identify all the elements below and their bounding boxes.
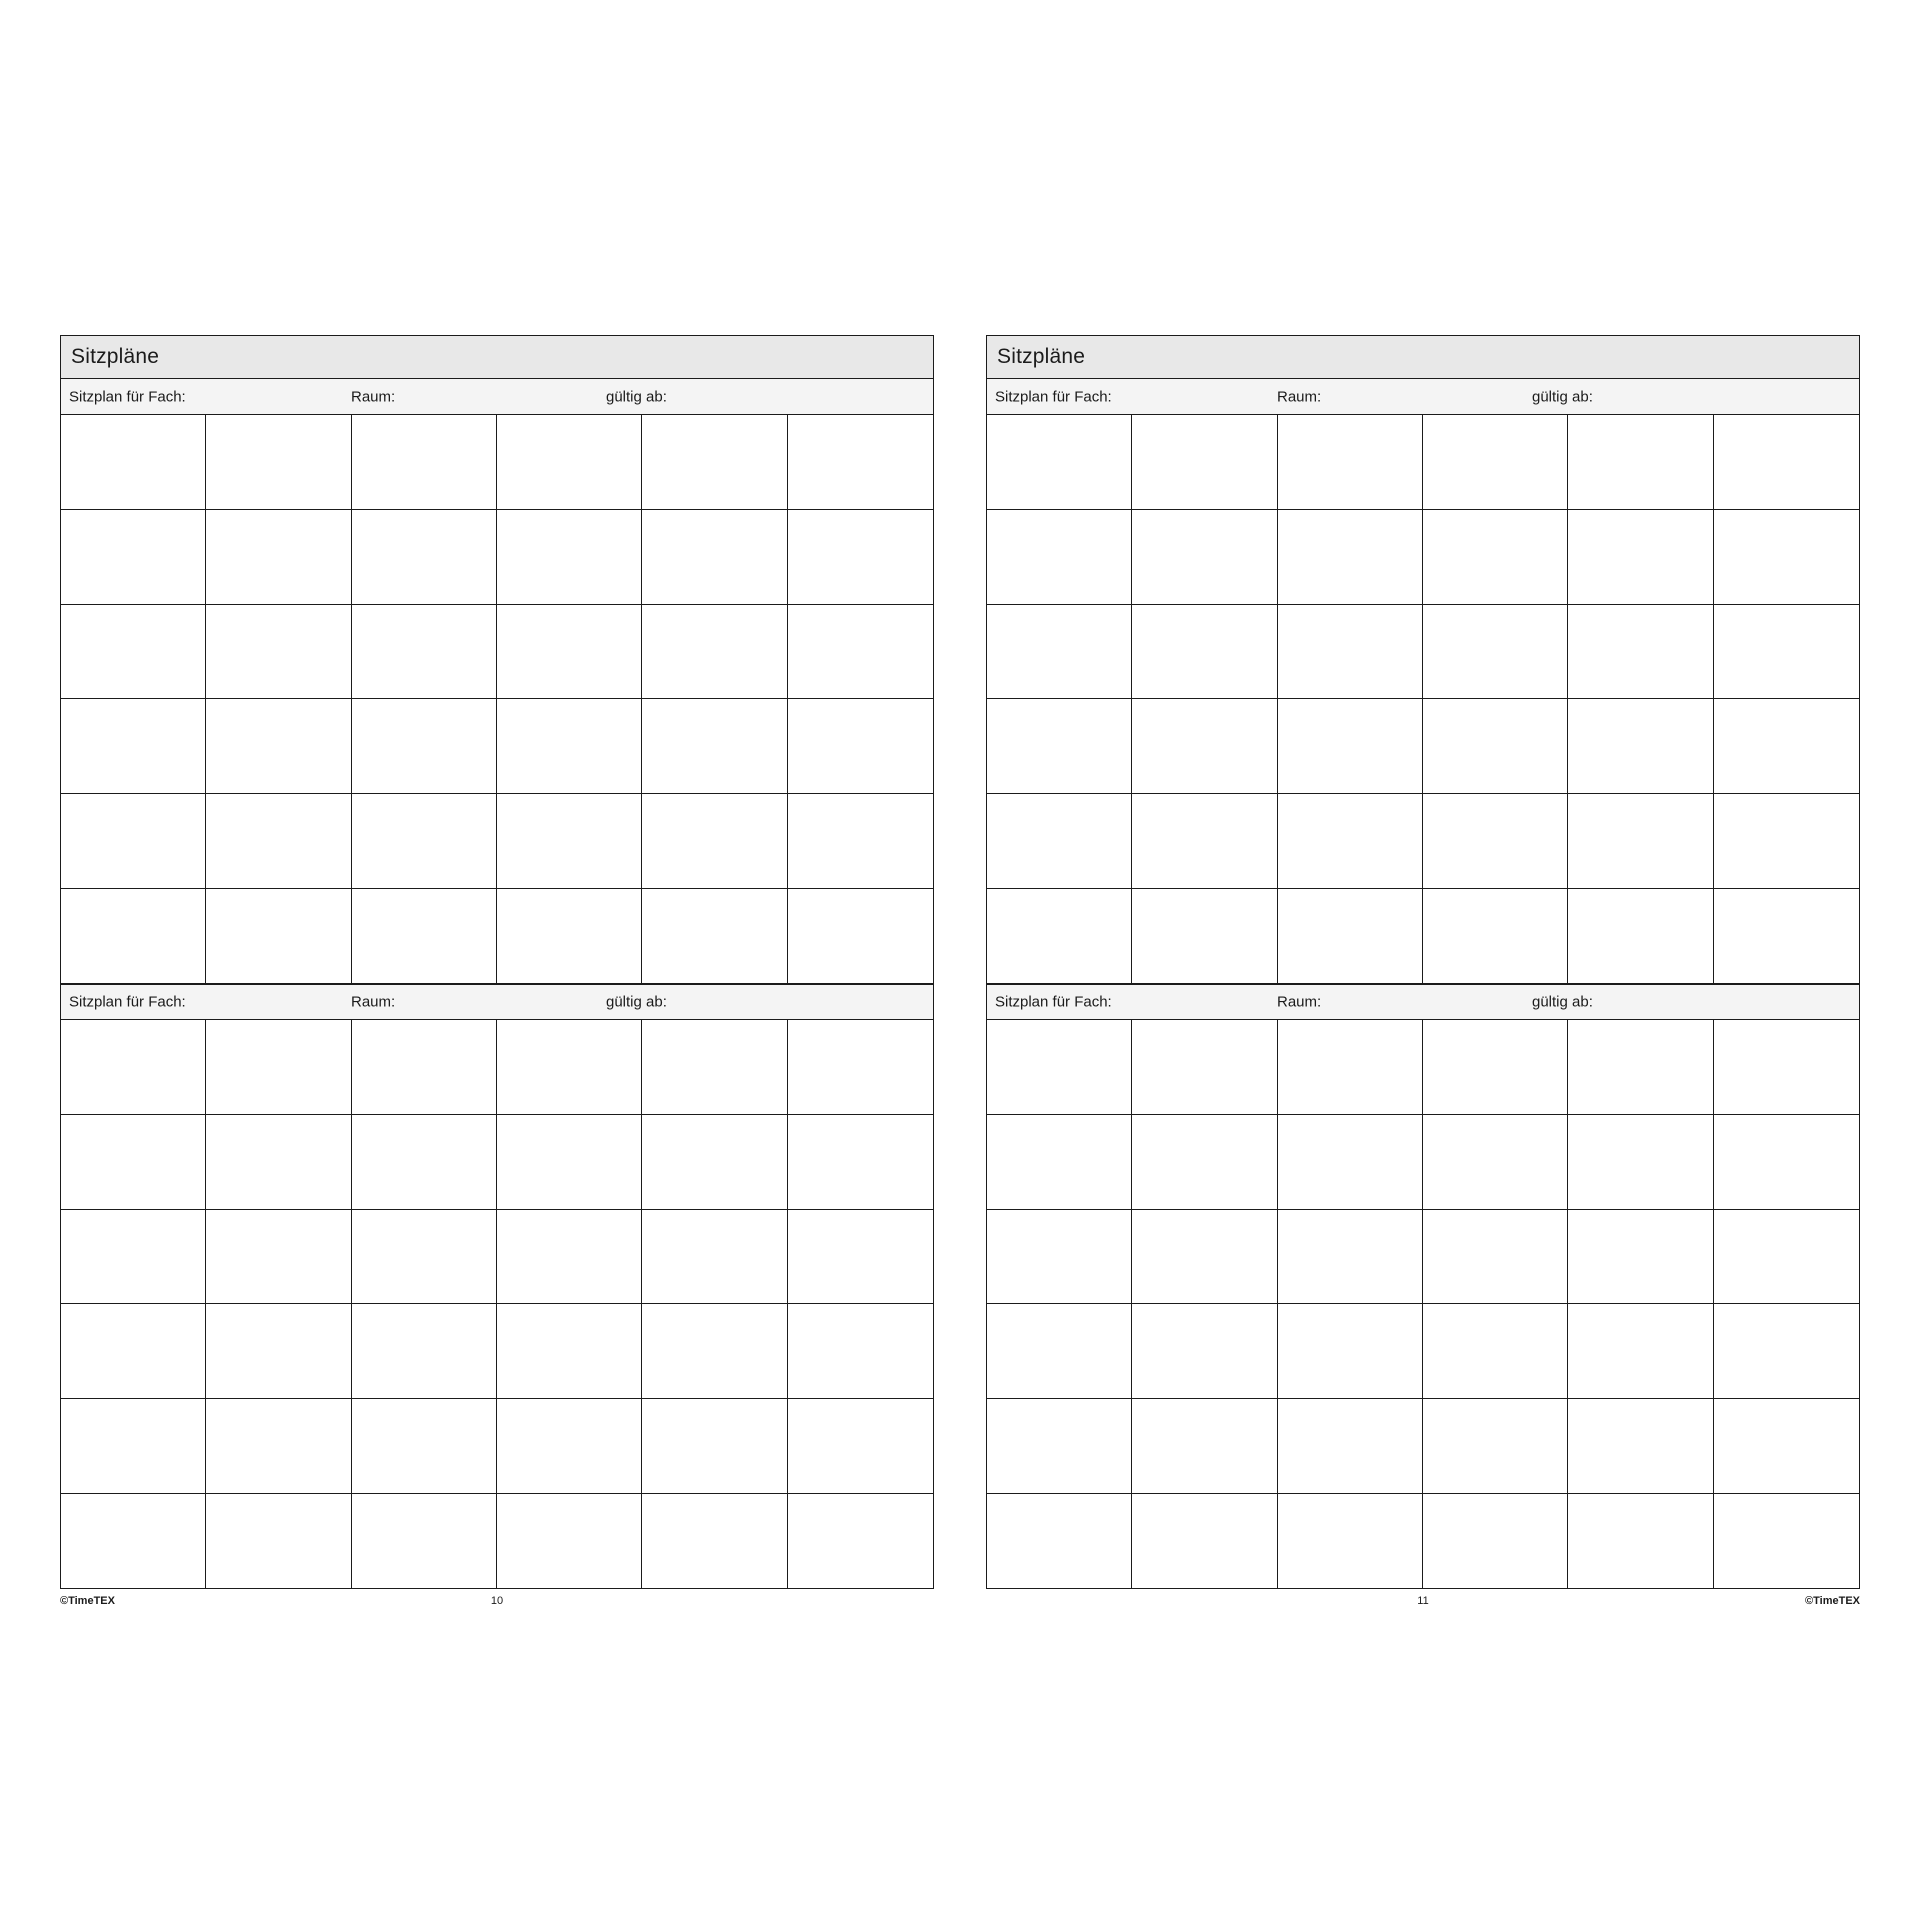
seat-cell[interactable] xyxy=(788,699,933,794)
seat-cell[interactable] xyxy=(642,699,787,794)
seat-cell[interactable] xyxy=(61,1399,206,1494)
seat-cell[interactable] xyxy=(1278,1115,1423,1210)
page-title: Sitzpläne xyxy=(997,345,1086,368)
subject-field-label[interactable]: Sitzplan für Fach: xyxy=(69,993,186,1011)
seating-block-2-field-row xyxy=(986,984,1860,1020)
seat-cell[interactable] xyxy=(61,699,206,794)
seat-cell[interactable] xyxy=(1714,1020,1859,1115)
seating-block-2 xyxy=(60,984,934,1589)
seat-cell[interactable] xyxy=(1423,1399,1568,1494)
seat-cell[interactable] xyxy=(1568,1494,1713,1588)
seat-cell[interactable] xyxy=(1714,1494,1859,1588)
page-title-bar xyxy=(986,335,1860,379)
room-field-label[interactable]: Raum: xyxy=(351,388,396,405)
subject-field-label[interactable]: Sitzplan für Fach: xyxy=(995,388,1112,405)
seat-cell[interactable] xyxy=(1568,605,1713,700)
seat-cell[interactable] xyxy=(1423,1210,1568,1305)
seat-cell[interactable] xyxy=(1714,1210,1859,1305)
seat-cell[interactable] xyxy=(61,889,206,983)
seat-cell[interactable] xyxy=(1568,415,1713,510)
seat-cell[interactable] xyxy=(1278,1494,1423,1588)
seat-cell[interactable] xyxy=(987,1304,1132,1399)
seat-cell[interactable] xyxy=(1132,1494,1277,1588)
seat-cell[interactable] xyxy=(1423,1115,1568,1210)
valid-from-field-label[interactable]: gültig ab: xyxy=(1532,993,1593,1011)
seat-cell[interactable] xyxy=(206,415,351,510)
seat-cell[interactable] xyxy=(987,1020,1132,1115)
seat-cell[interactable] xyxy=(1568,889,1713,983)
seat-cell[interactable] xyxy=(1132,510,1277,605)
page-title: Sitzpläne xyxy=(71,345,160,368)
seat-cell[interactable] xyxy=(788,415,933,510)
seat-cell[interactable] xyxy=(1568,1210,1713,1305)
subject-field-label[interactable]: Sitzplan für Fach: xyxy=(995,993,1112,1011)
seat-cell[interactable] xyxy=(206,1115,351,1210)
seat-cell[interactable] xyxy=(497,1115,642,1210)
seat-cell[interactable] xyxy=(497,605,642,700)
seat-cell[interactable] xyxy=(1423,510,1568,605)
seat-cell[interactable] xyxy=(1714,510,1859,605)
seat-cell[interactable] xyxy=(1278,510,1423,605)
seat-cell[interactable] xyxy=(1132,699,1277,794)
seat-cell[interactable] xyxy=(1714,605,1859,700)
seat-cell[interactable] xyxy=(352,510,497,605)
seat-cell[interactable] xyxy=(352,1494,497,1588)
seat-cell[interactable] xyxy=(987,510,1132,605)
room-field-label[interactable]: Raum: xyxy=(1277,388,1322,405)
seat-cell[interactable] xyxy=(1568,1399,1713,1494)
seat-cell[interactable] xyxy=(61,510,206,605)
seat-cell[interactable] xyxy=(987,1115,1132,1210)
seat-cell[interactable] xyxy=(642,1304,787,1399)
valid-from-field-label[interactable]: gültig ab: xyxy=(1532,388,1593,405)
page-number: 11 xyxy=(1417,1595,1429,1607)
seating-grid xyxy=(986,1020,1860,1589)
seat-cell[interactable] xyxy=(206,1304,351,1399)
seat-cell[interactable] xyxy=(1423,1494,1568,1588)
seat-cell[interactable] xyxy=(788,1115,933,1210)
page-footer-right xyxy=(986,1589,1860,1615)
seat-cell[interactable] xyxy=(1423,889,1568,983)
seating-block-2-field-row xyxy=(60,984,934,1020)
seat-cell[interactable] xyxy=(1423,605,1568,700)
seat-cell[interactable] xyxy=(642,415,787,510)
seat-cell[interactable] xyxy=(1278,889,1423,983)
room-field-label[interactable]: Raum: xyxy=(1277,993,1322,1011)
seat-cell[interactable] xyxy=(1278,1210,1423,1305)
valid-from-field-label[interactable]: gültig ab: xyxy=(606,993,667,1011)
seat-cell[interactable] xyxy=(1714,1399,1859,1494)
seat-cell[interactable] xyxy=(1132,605,1277,700)
seat-cell[interactable] xyxy=(1714,699,1859,794)
seat-cell[interactable] xyxy=(1423,1304,1568,1399)
seating-block-1 xyxy=(986,379,1860,984)
seat-cell[interactable] xyxy=(352,1304,497,1399)
seat-cell[interactable] xyxy=(1423,415,1568,510)
seat-cell[interactable] xyxy=(61,415,206,510)
seat-cell[interactable] xyxy=(1132,1399,1277,1494)
seat-cell[interactable] xyxy=(1132,1115,1277,1210)
seat-cell[interactable] xyxy=(987,889,1132,983)
seat-cell[interactable] xyxy=(1278,794,1423,889)
seating-block-1 xyxy=(60,379,934,984)
seat-cell[interactable] xyxy=(1714,415,1859,510)
seat-cell[interactable] xyxy=(1714,794,1859,889)
seat-cell[interactable] xyxy=(788,1399,933,1494)
book-spread xyxy=(60,335,1860,1615)
seat-cell[interactable] xyxy=(497,699,642,794)
seat-cell[interactable] xyxy=(352,1399,497,1494)
seat-cell[interactable] xyxy=(497,1399,642,1494)
seat-cell[interactable] xyxy=(1568,1115,1713,1210)
seating-block-2 xyxy=(986,984,1860,1589)
seat-cell[interactable] xyxy=(61,1304,206,1399)
seat-cell[interactable] xyxy=(206,699,351,794)
seating-block-1-field-row xyxy=(986,379,1860,415)
seat-cell[interactable] xyxy=(352,415,497,510)
copyright-mark: ©TimeTEX xyxy=(60,1595,115,1607)
room-field-label[interactable]: Raum: xyxy=(351,993,396,1011)
seat-cell[interactable] xyxy=(1714,889,1859,983)
seat-cell[interactable] xyxy=(61,794,206,889)
seat-cell[interactable] xyxy=(642,794,787,889)
seat-cell[interactable] xyxy=(206,794,351,889)
seat-cell[interactable] xyxy=(497,1210,642,1305)
seat-cell[interactable] xyxy=(497,889,642,983)
seat-cell[interactable] xyxy=(206,510,351,605)
seat-cell[interactable] xyxy=(788,1020,933,1115)
page-title-bar xyxy=(60,335,934,379)
valid-from-field-label[interactable]: gültig ab: xyxy=(606,388,667,405)
seating-grid xyxy=(986,415,1860,984)
seat-cell[interactable] xyxy=(1278,415,1423,510)
seating-block-1-field-row xyxy=(60,379,934,415)
page-number: 10 xyxy=(490,1595,504,1607)
seat-cell[interactable] xyxy=(642,510,787,605)
page-footer-left xyxy=(60,1589,934,1615)
seat-cell[interactable] xyxy=(1132,794,1277,889)
seat-cell[interactable] xyxy=(1568,699,1713,794)
seat-cell[interactable] xyxy=(1568,1304,1713,1399)
seat-cell[interactable] xyxy=(206,1020,351,1115)
seat-cell[interactable] xyxy=(987,1210,1132,1305)
seat-cell[interactable] xyxy=(1278,1304,1423,1399)
seat-cell[interactable] xyxy=(497,1020,642,1115)
seat-cell[interactable] xyxy=(1423,1020,1568,1115)
seat-cell[interactable] xyxy=(788,605,933,700)
seat-cell[interactable] xyxy=(497,510,642,605)
seat-cell[interactable] xyxy=(788,1494,933,1588)
seat-cell[interactable] xyxy=(987,1494,1132,1588)
seat-cell[interactable] xyxy=(1714,1115,1859,1210)
seat-cell[interactable] xyxy=(642,1399,787,1494)
seat-cell[interactable] xyxy=(1278,605,1423,700)
seat-cell[interactable] xyxy=(206,1494,351,1588)
seat-cell[interactable] xyxy=(788,794,933,889)
seating-grid xyxy=(60,415,934,984)
seat-cell[interactable] xyxy=(206,889,351,983)
seat-cell[interactable] xyxy=(1278,1020,1423,1115)
seat-cell[interactable] xyxy=(1132,1210,1277,1305)
seat-cell[interactable] xyxy=(61,1020,206,1115)
seat-cell[interactable] xyxy=(61,1494,206,1588)
seat-cell[interactable] xyxy=(642,1494,787,1588)
seating-grid xyxy=(60,1020,934,1589)
seat-cell[interactable] xyxy=(788,1304,933,1399)
seat-cell[interactable] xyxy=(1423,699,1568,794)
seat-cell[interactable] xyxy=(1132,415,1277,510)
seat-cell[interactable] xyxy=(352,794,497,889)
seat-cell[interactable] xyxy=(61,605,206,700)
seat-cell[interactable] xyxy=(642,889,787,983)
seat-cell[interactable] xyxy=(642,1020,787,1115)
seat-cell[interactable] xyxy=(352,699,497,794)
seat-cell[interactable] xyxy=(642,1115,787,1210)
subject-field-label[interactable]: Sitzplan für Fach: xyxy=(69,388,186,405)
seat-cell[interactable] xyxy=(987,1399,1132,1494)
seat-cell[interactable] xyxy=(497,415,642,510)
seat-cell[interactable] xyxy=(206,605,351,700)
seat-cell[interactable] xyxy=(497,1304,642,1399)
seat-cell[interactable] xyxy=(1278,1399,1423,1494)
seat-cell[interactable] xyxy=(1132,1304,1277,1399)
seat-cell[interactable] xyxy=(352,605,497,700)
seat-cell[interactable] xyxy=(61,1115,206,1210)
seat-cell[interactable] xyxy=(987,605,1132,700)
seat-cell[interactable] xyxy=(788,1210,933,1305)
seat-cell[interactable] xyxy=(987,794,1132,889)
copyright-mark: ©TimeTEX xyxy=(1805,1595,1860,1607)
seat-cell[interactable] xyxy=(1132,1020,1277,1115)
seat-cell[interactable] xyxy=(1132,889,1277,983)
seat-cell[interactable] xyxy=(61,1210,206,1305)
seat-cell[interactable] xyxy=(352,1210,497,1305)
seat-cell[interactable] xyxy=(206,1399,351,1494)
seat-cell[interactable] xyxy=(1568,510,1713,605)
seat-cell[interactable] xyxy=(1568,1020,1713,1115)
seat-cell[interactable] xyxy=(987,699,1132,794)
seat-cell[interactable] xyxy=(497,794,642,889)
seat-cell[interactable] xyxy=(642,1210,787,1305)
seat-cell[interactable] xyxy=(788,510,933,605)
seat-cell[interactable] xyxy=(206,1210,351,1305)
seat-cell[interactable] xyxy=(1278,699,1423,794)
seat-cell[interactable] xyxy=(642,605,787,700)
seat-cell[interactable] xyxy=(352,889,497,983)
seat-cell[interactable] xyxy=(1568,794,1713,889)
seat-cell[interactable] xyxy=(788,889,933,983)
seat-cell[interactable] xyxy=(497,1494,642,1588)
seat-cell[interactable] xyxy=(987,415,1132,510)
seat-cell[interactable] xyxy=(352,1020,497,1115)
seat-cell[interactable] xyxy=(1423,794,1568,889)
seat-cell[interactable] xyxy=(352,1115,497,1210)
seat-cell[interactable] xyxy=(1714,1304,1859,1399)
page-right xyxy=(986,335,1860,1615)
page-left xyxy=(60,335,934,1615)
